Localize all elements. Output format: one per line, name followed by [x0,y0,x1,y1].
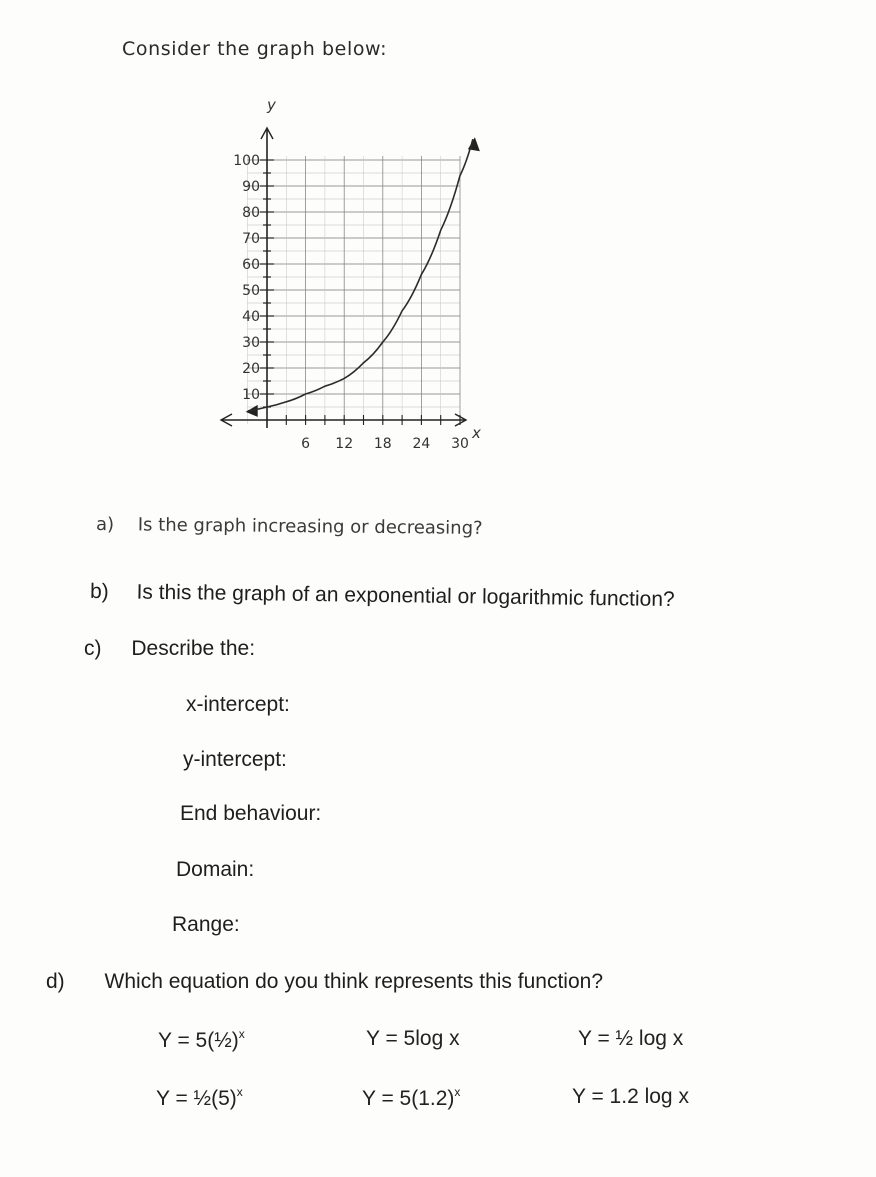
y-tick-label: 20 [242,361,260,377]
y-tick-label: 90 [242,179,260,195]
y-tick-label: 10 [242,387,260,403]
exponential-graph [210,92,490,464]
question-c [84,637,255,661]
question-b-text: Is this the graph of an exponential or logarithmic function? [136,580,675,612]
equation-option-5: $Y = 5(1.2)^x$ [362,1085,461,1110]
x-tick-labels [301,436,469,452]
y-intercept-label: y-intercept: [183,748,287,771]
y-tick-label: 30 [242,335,260,351]
question-b-label: b) [89,579,109,604]
question-d [46,970,603,994]
x-axis-label: x [472,424,481,442]
question-d-label: d) [46,970,65,993]
range-label: Range: [172,913,240,936]
x-intercept-label: x-intercept: [186,693,290,716]
y-axis-label: y [267,96,276,114]
y-tick-label: 80 [242,205,260,221]
y-tick-label: 100 [233,153,260,169]
equation-option-4: $Y = \frac{1}{2}(5)^x$ [156,1085,243,1110]
y-tick-label: 40 [242,309,260,325]
y-tick-label: 70 [242,231,260,247]
y-tick-label: 60 [242,257,260,273]
question-d-text: Which equation do you think represents this function? [104,970,603,993]
graph-grid [247,156,460,424]
equation-option-2: Y = 5log x [366,1027,460,1050]
question-a [96,514,483,539]
intro-text: Consider the graph below: [122,38,388,60]
x-tick-label: 18 [373,436,392,452]
series-line-curve [248,139,473,411]
domain-label: Domain: [176,858,255,881]
end-behaviour-label: End behaviour: [180,802,322,825]
y-tick-label: 50 [242,283,260,299]
x-tick-label: 30 [451,436,469,452]
question-b [90,580,675,612]
x-tick-label: 24 [412,436,431,452]
question-a-label: a) [95,513,115,536]
question-a-text: Is the graph increasing or decreasing? [137,514,483,540]
question-c-text: Describe the: [131,637,256,660]
x-tick-label: 12 [335,436,354,452]
x-tick-label: 6 [301,436,311,452]
question-c-label: c) [84,637,102,660]
equation-option-3: Y = ½ log x [578,1027,684,1050]
equation-option-1: Y = 5(½)$^x$ [158,1027,245,1052]
y-tick-labels [233,153,260,403]
equation-option-6: Y = 1.2 log x [572,1085,689,1108]
